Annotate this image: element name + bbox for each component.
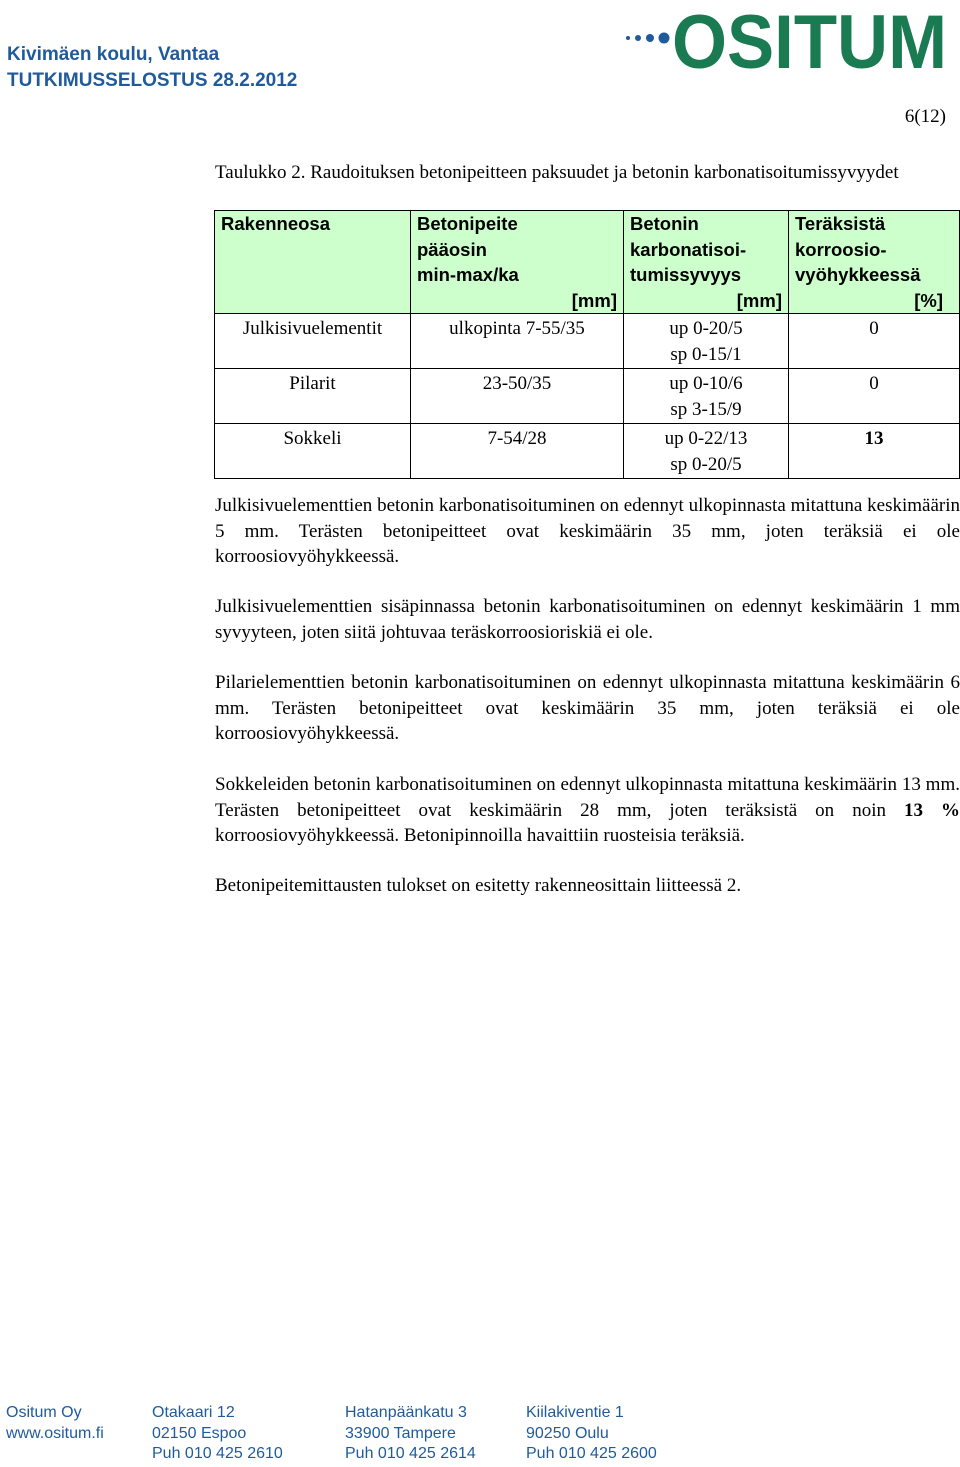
cell-cover: 7-54/28 [411,424,624,479]
cell-percent: 0 [789,369,960,424]
cell-part: Julkisivuelementit [215,314,411,369]
table-row [215,369,960,424]
page-number: 6(12) [904,106,946,127]
cell-carbonation: up 0-22/13 sp 0-20/5 [624,424,789,479]
cell-percent: 13 [789,424,960,479]
paragraph-sokkeli: Sokkeleiden betonin karbonatisoituminen on edennyt ulkopinnasta mitattuna keskimäärin 13 mm. Terästen betonipeitteet ovat keskimäärin 28 mm, joten teräksistä on noin 13 % korroosiovyöhykkeessä. Betonipinnoilla havaittiin ruosteisia teräksiä. [215,774,960,846]
paragraph-liite: Betonipeitemittausten tulokset on esitetty rakenneosittain liitteessä 2. [215,875,742,896]
header-korroosiovyohyke: Teräksistä korroosio- vyöhykkeessä [%] [789,211,960,314]
logo-wordmark: OSITUM [672,0,947,72]
footer-company: Ositum Oy www.ositum.fi [6,1403,104,1444]
paragraph-pilarit: Pilarielementtien betonin karbonatisoituminen on edennyt ulkopinnasta mitattuna keskimäärin 6 mm. Terästen betonipeitteet ovat keskimäärin 35 mm, joten teräksiä ei ole korroosiovyöhykkeessä. [215,672,960,744]
footer-office-oulu: Kiilakiventie 1 90250 Oulu Puh 010 425 2600 [526,1404,657,1462]
logo-dots-icon [626,33,670,44]
footer-office-espoo: Otakaari 12 02150 Espoo Puh 010 425 2610 [152,1404,283,1462]
header-report-title: TUTKIMUSSELOSTUS 28.2.2012 [7,70,298,91]
header-project-name: Kivimäen koulu, Vantaa [7,44,220,65]
cell-percent: 0 [789,314,960,369]
footer-office-tampere: Hatanpäänkatu 3 33900 Tampere Puh 010 425 2614 [345,1404,476,1462]
cell-cover: 23-50/35 [411,369,624,424]
cell-part: Pilarit [215,369,411,424]
cell-carbonation: up 0-10/6 sp 3-15/9 [624,369,789,424]
cell-cover: ulkopinta 7-55/35 [411,314,624,369]
table-row [215,424,960,479]
carbonation-table [214,210,960,479]
table-row [215,314,960,369]
header-rakenneosa: Rakenneosa [215,211,411,314]
footer-website-link[interactable]: www.ositum.fi [6,1424,104,1442]
table-caption: Taulukko 2. Raudoituksen betonipeitteen paksuudet ja betonin karbonatisoitumissyvyydet [215,162,899,183]
paragraph-julkisivu-sisa: Julkisivuelementtien sisäpinnassa betonin karbonatisoituminen on edennyt keskimäärin 1 mm syvyyteen, joten siitä johtuvaa teräskorroosioriskiä ei ole. [215,596,960,643]
ositum-logo [622,0,952,72]
cell-part: Sokkeli [215,424,411,479]
header-karbonatisoituminen: Betonin karbonatisoi- tumissyvyys [mm] [624,211,789,314]
paragraph-julkisivu-ulko: Julkisivuelementtien betonin karbonatisoituminen on edennyt ulkopinnasta mitattuna keskimäärin 5 mm. Terästen betonipeitteet ovat keskimäärin 35 mm, joten teräksiä ei ole korroosiovyöhykkeessä. [215,495,960,567]
cell-carbonation: up 0-20/5 sp 0-15/1 [624,314,789,369]
header-betonipeite: Betonipeite pääosin min-max/ka [mm] [411,211,624,314]
table-header-row [215,211,960,314]
bold-percent: 13 % [903,799,960,821]
